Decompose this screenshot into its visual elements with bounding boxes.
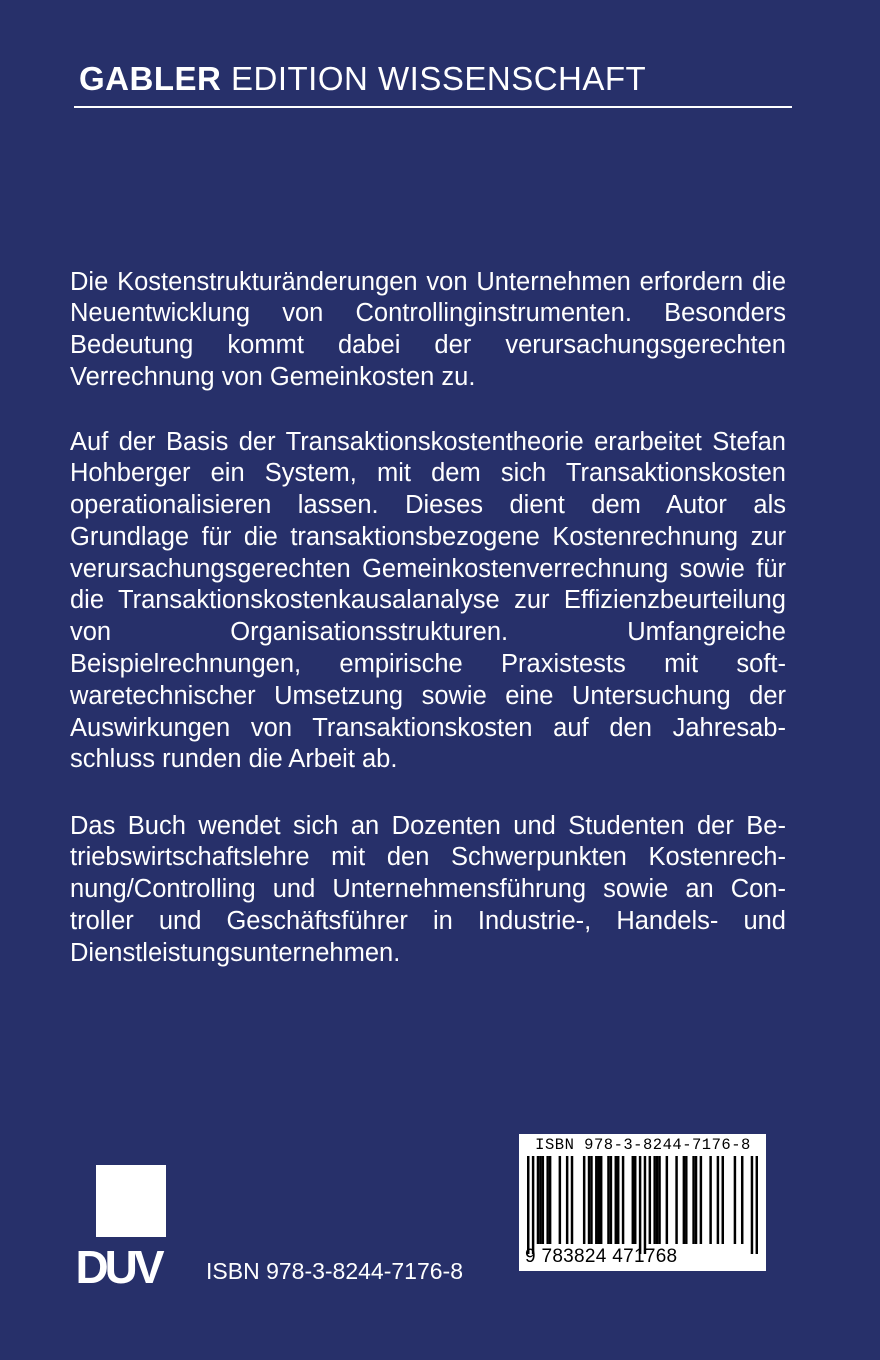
barcode-isbn-label: ISBN 978-3-8244-7176-8: [535, 1136, 751, 1154]
barcode-bar: [537, 1156, 539, 1244]
barcode-bar: [685, 1156, 687, 1244]
barcode-bar: [751, 1156, 753, 1254]
series-divider: [74, 106, 792, 108]
barcode-bar: [658, 1156, 660, 1244]
barcode-bars: [527, 1156, 758, 1254]
barcode-bar: [617, 1156, 619, 1244]
barcode-bar: [717, 1156, 719, 1244]
barcode-bar: [566, 1156, 568, 1244]
barcode-bar: [692, 1156, 694, 1244]
barcode-bar: [600, 1156, 602, 1244]
barcode-bar: [741, 1156, 743, 1244]
blurb-paragraph-2: Auf der Basis der Transaktionskostentheorie erarbeitet Stefan Hohberger ein System, mit dem sich Transaktionskosten operationalisieren lassen. Dieses dient dem Autor als Grundlage für die transaktionsbezogene Kostenrechnung zur verursachungsgerechten Gemeinkostenverrechnung sowie für die Transaktionskostenkausalanalyse zur Effizienzbeurteilung von Organisationsstrukturen. Umfangreiche Beispielrechnungen, empirische Praxistests mit softwaretechnischer Umsetzung sowie eine Untersuchung der Auswirkungen von Transaktionskosten auf den Jahresabschluss runden die Arbeit ab.: [70, 427, 786, 774]
barcode-digits: 9 783824 471768: [525, 1246, 678, 1267]
blurb-paragraph-1: Die Kostenstrukturänderungen von Unternehmen erfordern die Neuentwicklung von Controllinginstrumenten. Besonders Bedeutung kommt dabei der verursachungsgerechten Verrechnung von Gemeinkosten zu.: [70, 267, 786, 391]
barcode-bar: [639, 1156, 641, 1254]
barcode-bar: [588, 1156, 590, 1244]
barcode-bar: [590, 1156, 592, 1244]
barcode-bar: [615, 1156, 617, 1244]
barcode-bar: [532, 1156, 534, 1254]
isbn-barcode: [519, 1134, 766, 1271]
barcode-bar: [649, 1156, 651, 1244]
barcode-bar: [527, 1156, 529, 1254]
series-brand: GABLER: [79, 60, 222, 97]
barcode-bar: [549, 1156, 551, 1244]
blurb-paragraph-3: Das Buch wendet sich an Dozenten und Studenten der Betriebswirtschaftslehre mit den Schwerpunkten Kostenrechnung/Controlling und Unternehmensführung sowie an Controller und Geschäftsführer in Industrie-, Handels- und Dienstleistungsunternehmen.: [70, 811, 786, 967]
duv-logo-text: DUV: [75, 1241, 161, 1285]
publisher-isbn: ISBN 978-3-8244-7176-8: [206, 1258, 463, 1284]
barcode-bar: [559, 1156, 561, 1244]
barcode-bar: [598, 1156, 600, 1244]
barcode-bar: [542, 1156, 544, 1244]
barcode-bar: [709, 1156, 711, 1244]
series-title: [79, 60, 646, 98]
barcode-bar: [653, 1156, 655, 1244]
barcode-bar: [656, 1156, 658, 1244]
barcode-bar: [610, 1156, 612, 1244]
barcode-bar: [539, 1156, 541, 1244]
barcode-bar: [683, 1156, 685, 1244]
barcode-bar: [546, 1156, 548, 1244]
barcode-bar: [722, 1156, 724, 1244]
barcode-bar: [595, 1156, 597, 1244]
barcode-bar: [583, 1156, 585, 1244]
barcode-bar: [734, 1156, 736, 1244]
barcode-bar: [695, 1156, 697, 1244]
barcode-bar: [644, 1156, 646, 1254]
barcode-bar: [700, 1156, 702, 1244]
barcode-bar: [622, 1156, 624, 1244]
barcode-bar: [634, 1156, 636, 1244]
barcode-bar: [571, 1156, 573, 1244]
barcode-bar: [666, 1156, 668, 1244]
series-name: EDITION WISSENSCHAFT: [221, 60, 647, 97]
barcode-bar: [675, 1156, 677, 1244]
barcode-bar: [756, 1156, 758, 1254]
barcode-bar: [607, 1156, 609, 1244]
barcode-bar: [632, 1156, 634, 1244]
duv-publisher-logo: [70, 1165, 170, 1285]
